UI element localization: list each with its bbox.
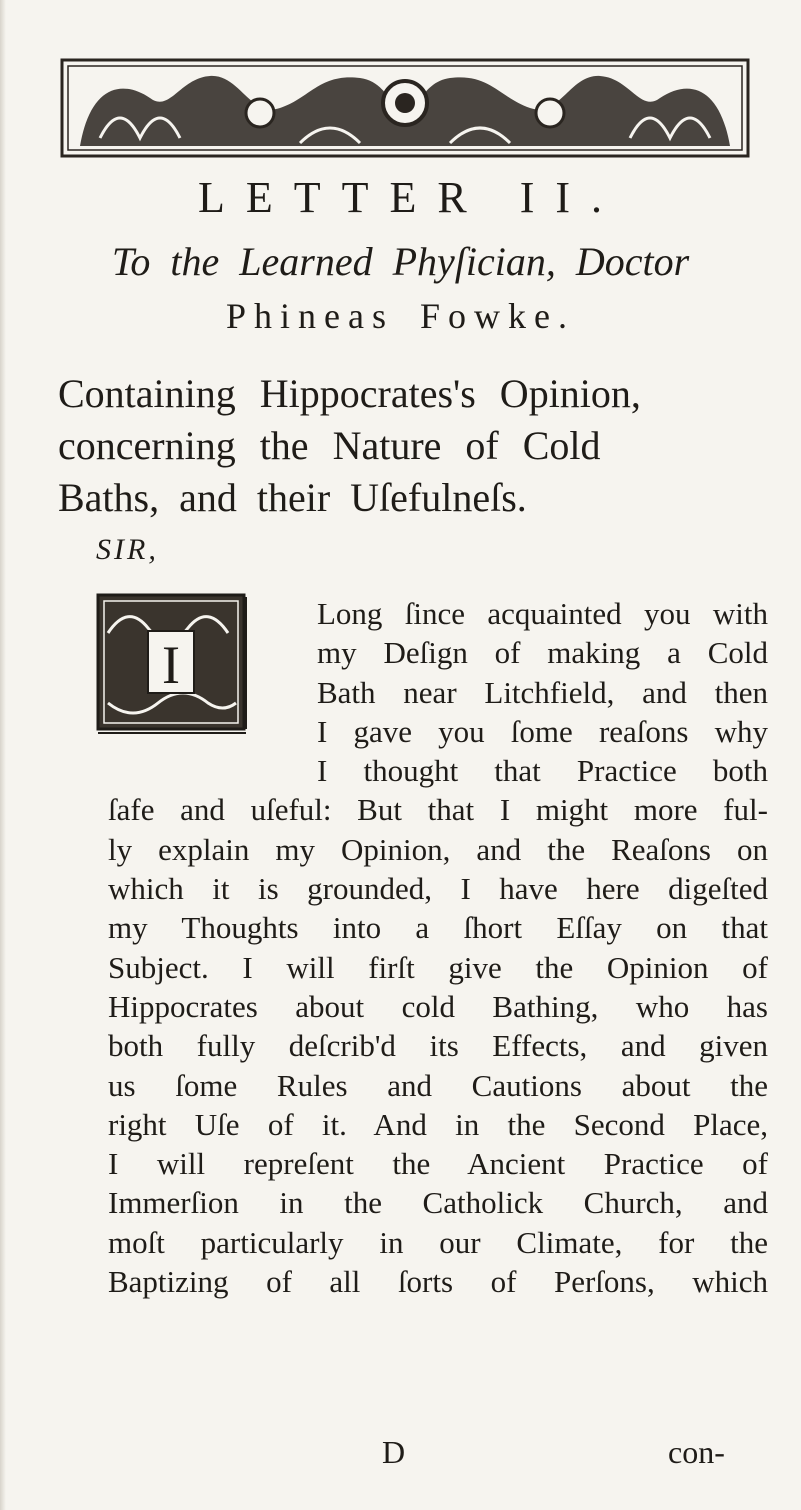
contents-line: Baths, and their Uſefulneſs.	[58, 475, 527, 520]
drop-cap-letter: I	[162, 635, 180, 695]
page-gutter	[0, 0, 6, 1510]
body-line: Subject. I will firſt give the Opinion of	[108, 949, 768, 985]
catchword: con-	[668, 1434, 725, 1470]
body-line: Bath near Litchfield, and then	[317, 674, 768, 710]
contents-line: Containing Hippocrates's Opinion,	[58, 371, 641, 416]
ornamental-headpiece	[60, 58, 750, 158]
body-line: I gave you ſome reaſons why	[317, 713, 768, 749]
contents-summary	[58, 368, 768, 524]
addressee-name	[0, 294, 801, 338]
body-line: ly explain my Opinion, and the Reaſons on	[108, 831, 768, 867]
body-line: my Thoughts into a ſhort Eſſay on that	[108, 910, 768, 946]
body-line: moſt particularly in our Climate, for the	[108, 1224, 768, 1260]
body-line: I will repreſent the Ancient Practice of	[108, 1146, 768, 1182]
body-line: right Uſe of it. And in the Second Place,	[108, 1106, 768, 1142]
letter-title: LETTER II.	[197, 173, 624, 222]
body-line: my Deſign of making a Cold	[317, 635, 768, 671]
salutation: SIR,	[96, 533, 159, 566]
signature-mark: D	[382, 1434, 406, 1470]
body-line: us ſome Rules and Cautions about the	[108, 1067, 768, 1103]
body-line: ſafe and uſeful: But that I might more ful-	[108, 792, 768, 828]
body-line: Immerſion in the Catholick Church, and	[108, 1185, 768, 1221]
name-last: Fowke.	[420, 296, 575, 336]
body-line: I thought that Practice both	[317, 753, 768, 789]
body-line: which it is grounded, I have here digeſted	[108, 871, 768, 907]
body-line: Hippocrates about cold Bathing, who has	[108, 988, 768, 1024]
contents-line: concerning the Nature of Cold	[58, 423, 601, 468]
body-line: Baptizing of all ſorts of Perſons, which	[108, 1264, 768, 1300]
name-first: Phineas	[226, 296, 394, 336]
body-line: Long ſince acquainted you with	[317, 596, 768, 631]
body-line: both fully deſcrib'd its Effects, and given	[108, 1028, 768, 1064]
addressee-line: To the Learned Phyſician, Doctor	[111, 239, 690, 284]
letter-body	[108, 594, 768, 1301]
